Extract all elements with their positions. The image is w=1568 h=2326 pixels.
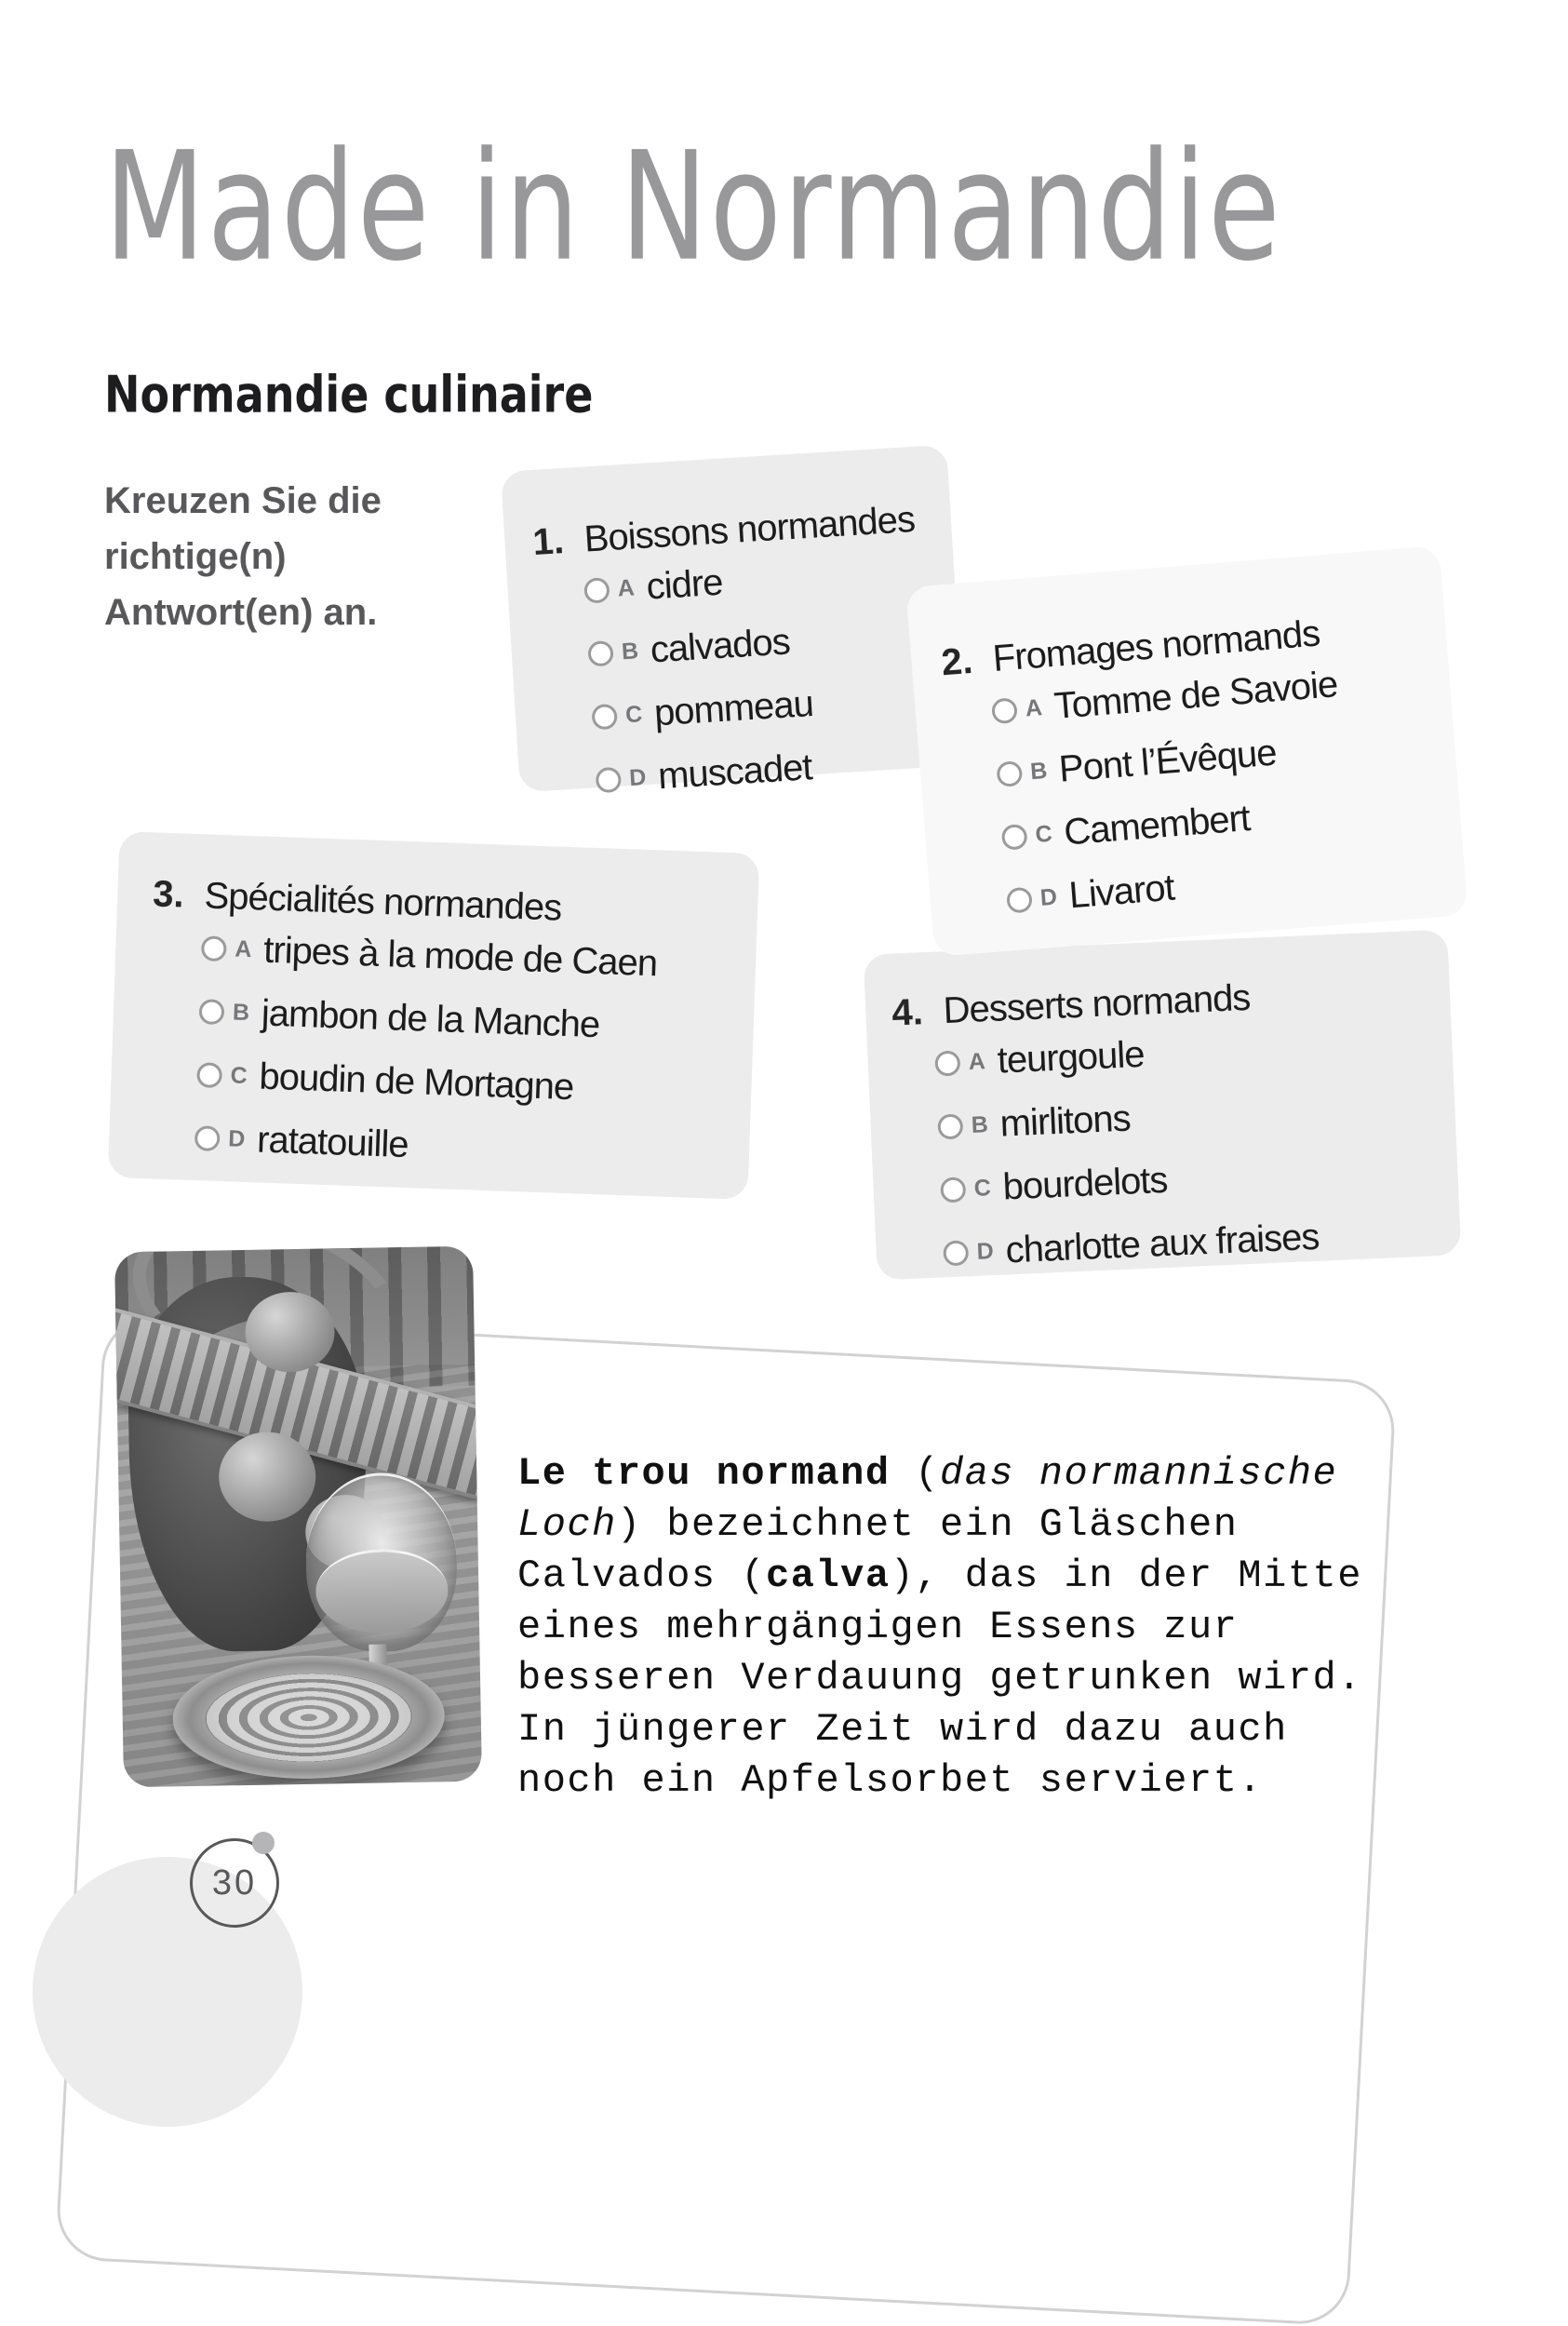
info-note-line: noch ein Apfelsorbet serviert. bbox=[517, 1758, 1264, 1803]
info-note-line: Calvados (calva), das in der Mitte bbox=[517, 1553, 1362, 1598]
info-note-line: Loch) bezeichnet ein Gläschen bbox=[517, 1502, 1239, 1547]
question-1-title: Boissons normandes bbox=[583, 498, 917, 560]
instruction-line: Antwort(en) an. bbox=[104, 592, 378, 633]
option-letter: C bbox=[1034, 820, 1053, 849]
option-row bbox=[940, 1147, 1458, 1211]
option-label: Camembert bbox=[1062, 798, 1252, 854]
question-2-options bbox=[990, 655, 1466, 922]
question-card-1 bbox=[501, 445, 966, 798]
option-letter: B bbox=[971, 1111, 989, 1138]
option-label: ratatouille bbox=[256, 1119, 409, 1166]
question-1-options bbox=[583, 547, 967, 801]
radio-q2-option-a[interactable] bbox=[991, 697, 1018, 724]
option-letter: C bbox=[624, 701, 644, 729]
radio-q3-option-a[interactable] bbox=[201, 935, 227, 961]
option-letter: D bbox=[976, 1238, 995, 1265]
option-letter: D bbox=[628, 764, 648, 792]
radio-q2-option-c[interactable] bbox=[1001, 824, 1028, 851]
option-letter: A bbox=[1024, 694, 1043, 722]
radio-q4-option-c[interactable] bbox=[940, 1176, 966, 1203]
section-title: Normandie culinaire bbox=[104, 365, 594, 424]
instruction-line: richtige(n) bbox=[104, 536, 287, 577]
question-3-title: Spécialités normandes bbox=[203, 875, 562, 929]
option-label: charlotte aux fraises bbox=[1004, 1216, 1320, 1271]
instruction-line: Kreuzen Sie die bbox=[104, 480, 382, 521]
radio-q2-option-d[interactable] bbox=[1006, 887, 1033, 914]
question-card-3 bbox=[108, 831, 760, 1200]
question-4-title: Desserts normands bbox=[942, 976, 1252, 1032]
info-note-text bbox=[517, 1448, 1401, 1807]
radio-q4-option-b[interactable] bbox=[937, 1113, 963, 1139]
radio-q1-option-b[interactable] bbox=[587, 640, 614, 667]
radio-q3-option-b[interactable] bbox=[199, 999, 225, 1025]
option-letter: B bbox=[1029, 757, 1049, 786]
question-card-2 bbox=[905, 545, 1467, 957]
question-4-number: 4. bbox=[891, 991, 924, 1034]
option-letter: D bbox=[1039, 883, 1059, 911]
radio-q1-option-c[interactable] bbox=[591, 704, 618, 731]
option-label: pommeau bbox=[652, 682, 814, 734]
page-dot bbox=[252, 1832, 275, 1854]
option-label: Pont l’Évêque bbox=[1057, 732, 1278, 790]
photo-apple-decoration bbox=[218, 1431, 316, 1522]
calvados-photo bbox=[114, 1246, 482, 1788]
option-label: Livarot bbox=[1067, 867, 1176, 917]
radio-q4-option-a[interactable] bbox=[934, 1050, 960, 1076]
option-letter: A bbox=[616, 574, 636, 602]
option-letter: A bbox=[234, 935, 252, 963]
option-label: mirlitons bbox=[998, 1097, 1132, 1145]
option-label: jambon de la Manche bbox=[261, 992, 600, 1046]
option-letter: D bbox=[227, 1125, 246, 1152]
option-row bbox=[1005, 844, 1466, 922]
option-row bbox=[194, 1117, 749, 1178]
option-label: bourdelots bbox=[1001, 1159, 1169, 1208]
question-2-title: Fromages normands bbox=[991, 612, 1321, 679]
info-note-line: In jüngerer Zeit wird dazu auch bbox=[517, 1707, 1288, 1752]
question-1-number: 1. bbox=[531, 520, 566, 563]
page-number: 30 bbox=[211, 1862, 258, 1902]
option-letter: B bbox=[621, 638, 639, 666]
option-row bbox=[591, 674, 963, 738]
radio-q1-option-d[interactable] bbox=[596, 767, 623, 794]
option-row bbox=[996, 718, 1456, 796]
question-3-header bbox=[153, 873, 758, 936]
option-label: muscadet bbox=[656, 746, 813, 798]
option-label: teurgoule bbox=[996, 1033, 1146, 1082]
option-row bbox=[587, 611, 959, 675]
question-2-number: 2. bbox=[940, 639, 974, 684]
radio-q3-option-d[interactable] bbox=[194, 1125, 221, 1151]
info-note-line: eines mehrgängigen Essens zur bbox=[517, 1605, 1239, 1649]
question-card-4 bbox=[864, 929, 1462, 1280]
question-3-options bbox=[194, 927, 756, 1178]
option-label: boudin de Mortagne bbox=[258, 1055, 574, 1109]
option-row bbox=[937, 1083, 1455, 1148]
option-letter: B bbox=[232, 999, 250, 1027]
option-label: cidre bbox=[645, 561, 724, 608]
radio-q4-option-d[interactable] bbox=[943, 1240, 969, 1266]
radio-q3-option-c[interactable] bbox=[196, 1062, 222, 1088]
page-title: Made in Normandie bbox=[104, 119, 1282, 295]
photo-glass-liquid bbox=[315, 1548, 449, 1634]
radio-q2-option-b[interactable] bbox=[996, 760, 1023, 787]
option-letter: C bbox=[973, 1175, 992, 1202]
option-row bbox=[196, 1054, 752, 1115]
option-row bbox=[198, 990, 754, 1052]
info-note-line: Le trou normand (das normannische bbox=[517, 1451, 1338, 1496]
option-row bbox=[1000, 781, 1461, 859]
option-row bbox=[595, 737, 967, 801]
question-3-number: 3. bbox=[152, 873, 185, 916]
question-4-options bbox=[934, 1020, 1461, 1274]
option-row bbox=[201, 927, 757, 988]
option-label: Tomme de Savoie bbox=[1052, 664, 1339, 727]
info-note-line: besseren Verdauung getrunken wird. bbox=[517, 1656, 1362, 1701]
option-letter: A bbox=[968, 1048, 986, 1076]
option-label: tripes à la mode de Caen bbox=[262, 929, 658, 985]
option-label: calvados bbox=[649, 621, 791, 671]
option-row bbox=[934, 1020, 1453, 1084]
instruction-text bbox=[104, 473, 421, 640]
option-letter: C bbox=[230, 1062, 248, 1090]
option-row bbox=[943, 1210, 1461, 1274]
radio-q1-option-a[interactable] bbox=[583, 577, 610, 604]
